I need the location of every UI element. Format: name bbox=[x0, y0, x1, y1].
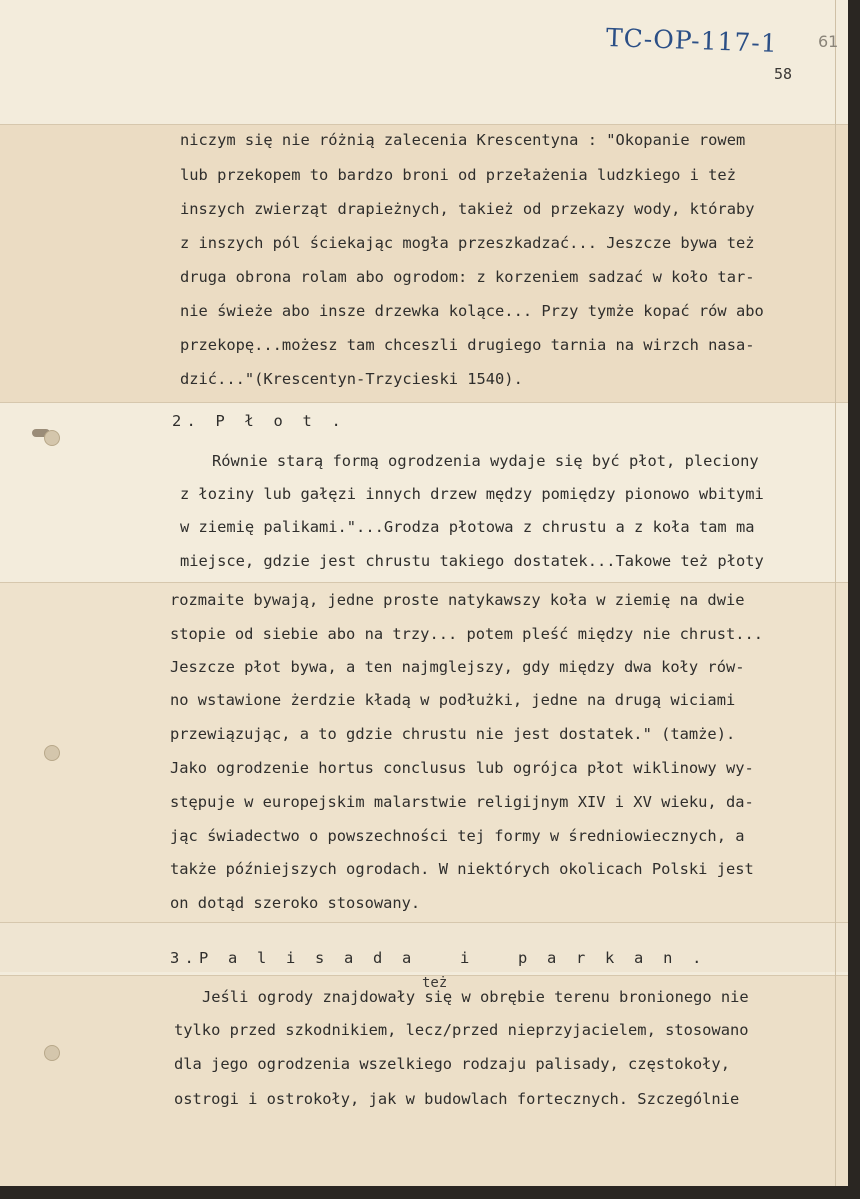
typed-page-number: 58 bbox=[774, 65, 793, 83]
text-line: Jeśli ogrody znajdowały się w obrębie terenu bronionego nie bbox=[202, 988, 749, 1006]
punch-hole bbox=[44, 430, 60, 446]
text-line: miejsce, gdzie jest chrustu takiego dostatek...Takowe też płoty bbox=[180, 552, 764, 570]
text-line: przewiązując, a to gdzie chrustu nie jest dostatek." (tamże). bbox=[170, 725, 736, 743]
section-heading-palisada: 3.P a l i s a d a i p a r k a n . bbox=[170, 949, 707, 967]
punch-hole bbox=[44, 745, 60, 761]
text-line: przekopę...możesz tam chceszli drugiego tarnia na wirzch nasa- bbox=[180, 336, 755, 354]
handwritten-reference: TC-OP-117-1 bbox=[605, 23, 779, 58]
text-line: Jako ogrodzenie hortus conclusus lub ogrójca płot wiklinowy wy- bbox=[170, 759, 754, 777]
text-line: ostrogi i ostrokoły, jak w budowlach fortecznych. Szczególnie bbox=[174, 1090, 740, 1108]
text-line: druga obrona rolam abo ogrodom: z korzeniem sadzać w koło tar- bbox=[180, 268, 755, 286]
text-line: lub przekopem to bardzo broni od przełażenia ludzkiego i też bbox=[180, 166, 736, 184]
text-line: Równie starą formą ogrodzenia wydaje się być płot, pleciony bbox=[212, 452, 759, 470]
text-line: stępuje w europejskim malarstwie religijnym XIV i XV wieku, da- bbox=[170, 793, 754, 811]
text-line: dla jego ogrodzenia wszelkiego rodzaju palisady, częstokoły, bbox=[174, 1055, 730, 1073]
text-line: z łoziny lub gałęzi innych drzew mędzy pomiędzy pionowo wbitymi bbox=[180, 485, 764, 503]
fold-line bbox=[0, 922, 848, 923]
fold-line bbox=[0, 582, 848, 583]
text-line: także późniejszych ogrodach. W niektórych okolicach Polski jest bbox=[170, 860, 754, 878]
insertion-note: też bbox=[422, 975, 448, 991]
text-line: inszych zwierząt drapieżnych, takież od przekazy wody, któraby bbox=[180, 200, 755, 218]
fold-line bbox=[0, 124, 848, 125]
pencil-page-number: 61 bbox=[818, 32, 839, 51]
text-line: nie świeże abo insze drzewka kolące... Przy tymże kopać rów abo bbox=[180, 302, 764, 320]
fold-line bbox=[0, 402, 848, 403]
text-line: niczym się nie różnią zalecenia Krescentyna : "Okopanie rowem bbox=[180, 131, 746, 149]
text-line: Jeszcze płot bywa, a ten najmglejszy, gdy między dwa koły rów- bbox=[170, 658, 745, 676]
text-line: w ziemię palikami."...Grodza płotowa z chrustu a z koła tam ma bbox=[180, 518, 755, 536]
text-line: stopie od siebie abo na trzy... potem pleść między nie chrust... bbox=[170, 625, 764, 643]
text-line: tylko przed szkodnikiem, lecz/przed nieprzyjacielem, stosowano bbox=[174, 1021, 749, 1039]
punch-hole bbox=[44, 1045, 60, 1061]
text-line: jąc świadectwo o powszechności tej formy w średniowiecznych, a bbox=[170, 827, 745, 845]
text-line: dzić..."(Krescentyn-Trzycieski 1540). bbox=[180, 370, 523, 388]
text-line: z inszych pól ściekając mogła przeszkadzać... Jeszcze bywa też bbox=[180, 234, 755, 252]
text-line: on dotąd szeroko stosowany. bbox=[170, 894, 421, 912]
text-line: rozmaite bywają, jedne proste natykawszy koła w ziemię na dwie bbox=[170, 591, 745, 609]
text-line: no wstawione żerdzie kładą w podłużki, jedne na drugą wiciami bbox=[170, 691, 736, 709]
section-heading-plot: 2. P ł o t . bbox=[172, 412, 347, 430]
paper-edge bbox=[835, 0, 836, 1186]
